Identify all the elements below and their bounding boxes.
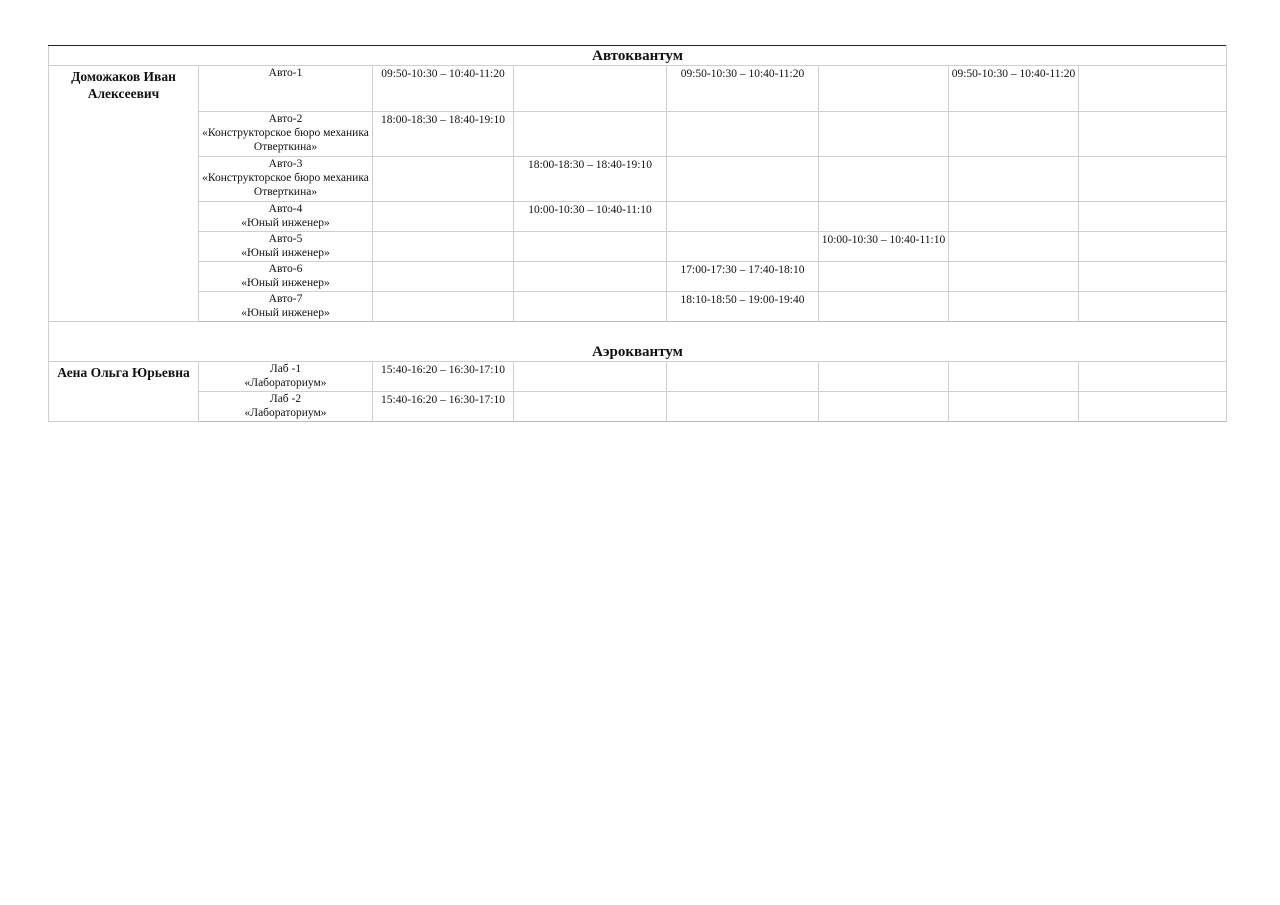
time-slot-fri xyxy=(949,202,1079,232)
group-name: Авто-3 xyxy=(268,158,303,170)
group-row xyxy=(49,202,1227,232)
group-program: «Юный инженер» xyxy=(241,217,330,229)
section-title: Автоквантум xyxy=(49,46,1227,66)
time-slot-mon xyxy=(373,202,514,232)
time-slot-tue xyxy=(514,66,667,112)
time-slot-tue xyxy=(514,232,667,262)
time-slot-mon xyxy=(373,292,514,322)
time-slot-fri xyxy=(949,392,1079,422)
group-cell xyxy=(199,362,373,392)
group-program: «Конструкторское бюро механика Отверткина» xyxy=(202,127,369,153)
time-slot-thu xyxy=(819,292,949,322)
section-title: Аэроквантум xyxy=(49,322,1227,362)
time-slot-sat xyxy=(1079,392,1227,422)
group-cell xyxy=(199,157,373,202)
time-slot-mon: 15:40-16:20 – 16:30-17:10 xyxy=(373,362,514,392)
time-slot-wed xyxy=(667,392,819,422)
time-slot-sat xyxy=(1079,112,1227,157)
time-slot-fri xyxy=(949,362,1079,392)
time-slot-mon xyxy=(373,232,514,262)
time-slot-tue xyxy=(514,392,667,422)
time-slot-tue xyxy=(514,292,667,322)
group-cell xyxy=(199,232,373,262)
group-name: Авто-1 xyxy=(268,67,303,79)
time-slot-mon: 18:00-18:30 – 18:40-19:10 xyxy=(373,112,514,157)
schedule-body xyxy=(49,46,1227,422)
time-slot-tue xyxy=(514,362,667,392)
time-slot-mon xyxy=(373,157,514,202)
time-slot-thu xyxy=(819,362,949,392)
group-row xyxy=(49,262,1227,292)
group-name: Авто-6 xyxy=(268,263,303,275)
time-slot-thu xyxy=(819,262,949,292)
group-cell xyxy=(199,292,373,322)
group-row xyxy=(49,157,1227,202)
group-name: Авто-2 xyxy=(268,113,303,125)
group-name: Авто-7 xyxy=(268,293,303,305)
group-program: «Конструкторское бюро механика Отверткина» xyxy=(202,172,369,198)
time-slot-fri xyxy=(949,292,1079,322)
time-slot-wed: 09:50-10:30 – 10:40-11:20 xyxy=(667,66,819,112)
time-slot-sat xyxy=(1079,157,1227,202)
time-slot-sat xyxy=(1079,262,1227,292)
time-slot-tue xyxy=(514,262,667,292)
time-slot-tue: 10:00-10:30 – 10:40-11:10 xyxy=(514,202,667,232)
time-slot-tue xyxy=(514,112,667,157)
group-program: «Юный инженер» xyxy=(241,277,330,289)
time-slot-sat xyxy=(1079,362,1227,392)
time-slot-fri: 09:50-10:30 – 10:40-11:20 xyxy=(949,66,1079,112)
group-name: Лаб -2 xyxy=(269,393,302,405)
time-slot-wed xyxy=(667,157,819,202)
time-slot-thu xyxy=(819,157,949,202)
time-slot-fri xyxy=(949,232,1079,262)
group-name: Лаб -1 xyxy=(269,363,302,375)
time-slot-wed xyxy=(667,362,819,392)
time-slot-sat xyxy=(1079,202,1227,232)
group-name: Авто-4 xyxy=(268,203,303,215)
group-program: «Лабораториум» xyxy=(244,377,327,389)
group-row xyxy=(49,232,1227,262)
time-slot-wed xyxy=(667,232,819,262)
time-slot-wed: 17:00-17:30 – 17:40-18:10 xyxy=(667,262,819,292)
time-slot-thu: 10:00-10:30 – 10:40-11:10 xyxy=(819,232,949,262)
time-slot-fri xyxy=(949,112,1079,157)
group-program: «Юный инженер» xyxy=(241,247,330,259)
teacher-name: Аена Ольга Юрьевна xyxy=(49,362,199,422)
time-slot-mon xyxy=(373,262,514,292)
time-slot-thu xyxy=(819,392,949,422)
time-slot-wed: 18:10-18:50 – 19:00-19:40 xyxy=(667,292,819,322)
time-slot-sat xyxy=(1079,292,1227,322)
time-slot-thu xyxy=(819,202,949,232)
time-slot-wed xyxy=(667,202,819,232)
group-cell xyxy=(199,202,373,232)
time-slot-fri xyxy=(949,157,1079,202)
time-slot-wed xyxy=(667,112,819,157)
group-program: «Юный инженер» xyxy=(241,307,330,319)
group-row xyxy=(49,292,1227,322)
group-program: «Лабораториум» xyxy=(244,407,327,419)
group-row xyxy=(49,392,1227,422)
time-slot-mon: 09:50-10:30 – 10:40-11:20 xyxy=(373,66,514,112)
time-slot-mon: 15:40-16:20 – 16:30-17:10 xyxy=(373,392,514,422)
time-slot-tue: 18:00-18:30 – 18:40-19:10 xyxy=(514,157,667,202)
group-row xyxy=(49,362,1227,392)
group-cell xyxy=(199,262,373,292)
group-name: Авто-5 xyxy=(268,233,303,245)
time-slot-sat xyxy=(1079,232,1227,262)
group-cell xyxy=(199,112,373,157)
schedule-table xyxy=(48,45,1227,422)
time-slot-fri xyxy=(949,262,1079,292)
section-title-row xyxy=(49,46,1227,66)
teacher-name: Доможаков Иван Алексеевич xyxy=(49,66,199,322)
section-title-row xyxy=(49,322,1227,362)
group-row xyxy=(49,66,1227,112)
time-slot-thu xyxy=(819,66,949,112)
time-slot-sat xyxy=(1079,66,1227,112)
group-row xyxy=(49,112,1227,157)
time-slot-thu xyxy=(819,112,949,157)
group-cell xyxy=(199,66,373,112)
group-cell xyxy=(199,392,373,422)
